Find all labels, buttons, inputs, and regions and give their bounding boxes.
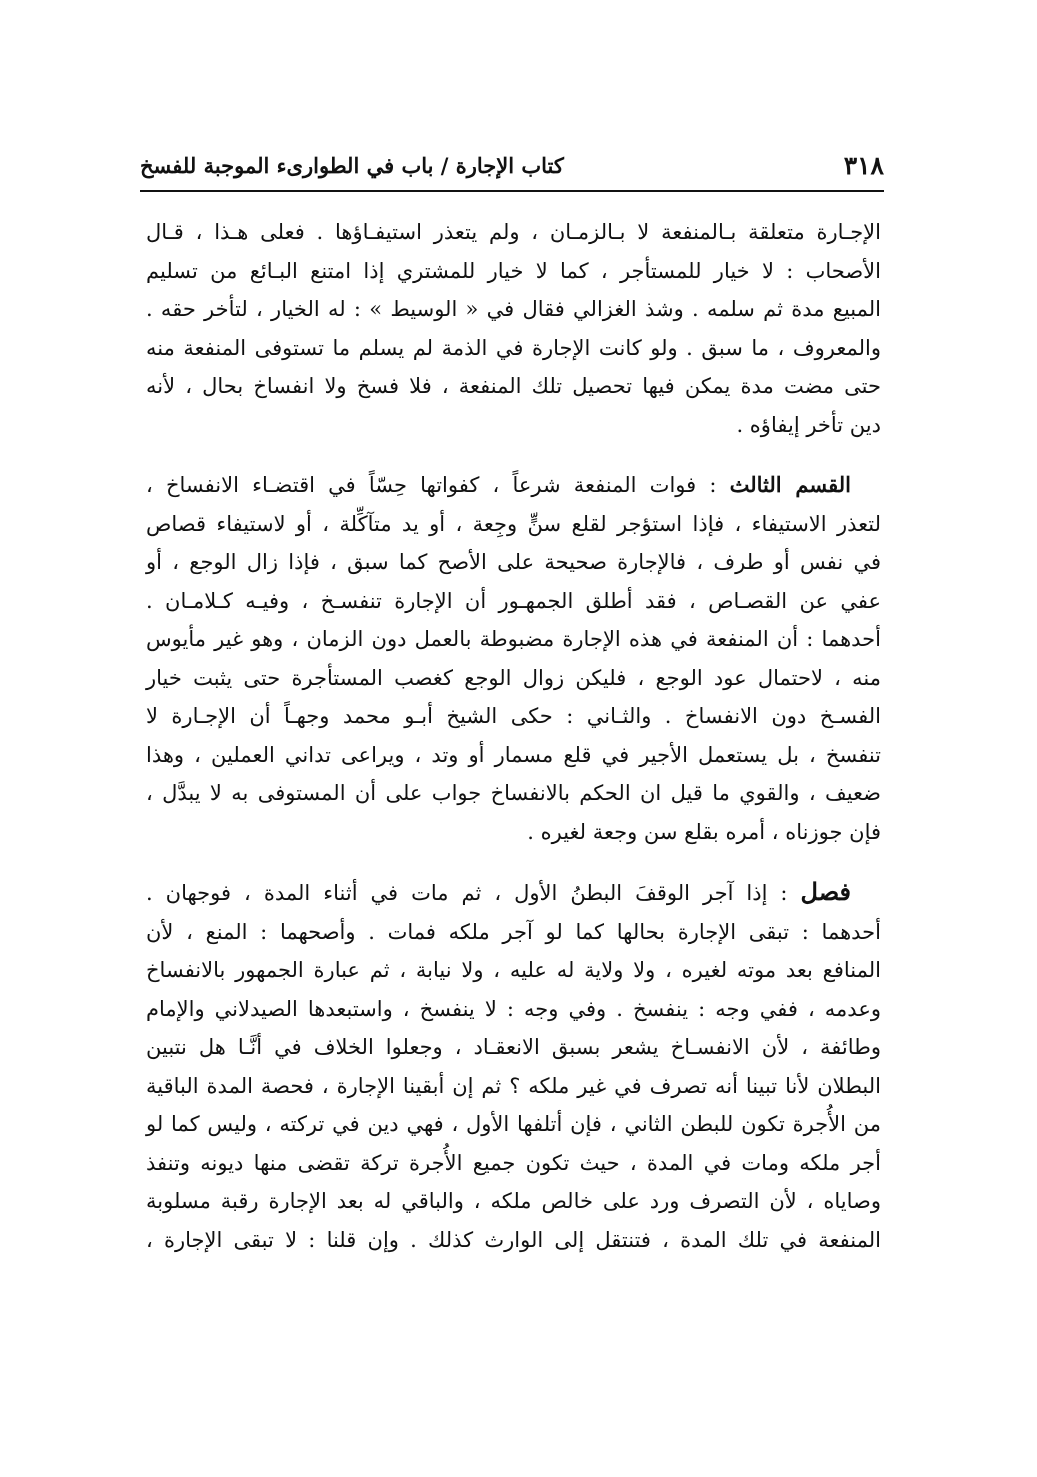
text-line: المنفعة في تلك المدة ، فتنتقل إلى الوارث كذلك . وإن قلنا : لا تبقى الإجارة ، [146, 1227, 881, 1252]
section-heading: القسم الثالث [729, 472, 851, 497]
text-line: ضعيف ، والقوي ما قيل ان الحكم بالانفساخ جواب على أن المستوفى به لا يبدَّل ، [146, 781, 881, 805]
text-line: أجر ملكه ومات في المدة ، حيث تكون جميع الأُجرة تركة تقضى منها ديونه وتنفذ [146, 1150, 881, 1175]
paragraph-1 [146, 213, 881, 444]
header-rule [140, 190, 884, 192]
text-line: دين تأخر إيفاؤه . [736, 412, 881, 437]
text-line-rest: : إذا آجر الوقفَ البطنُ الأول ، ثم مات في أثناء المدة ، فوجهان . [146, 881, 788, 905]
fasl-heading: فصل [800, 877, 851, 906]
text-line: وصاياه ، لأن التصرف ورد على خالص ملكه ، والباقي له بعد الإجارة رقبة مسلوبة [146, 1189, 881, 1213]
text-line: عفي عن القصـاص ، فقد أطلق الجمهـور أن الإجارة تنفسـخ ، وفيـه كـلامـان . [146, 588, 881, 613]
text-line [146, 873, 881, 913]
text-line: تنفسخ ، بل يستعمل الأجير في قلع مسمار أو وتد ، ويراعى تداني العملين ، وهذا [146, 742, 881, 767]
text-line: منه ، لاحتمال عود الوجع ، فليكن زوال الوجع كغصب المستأجرة حتى يثبت خيار [146, 665, 881, 690]
running-title: كتاب الإجارة / باب في الطوارىء الموجبة للفسخ [140, 152, 564, 178]
text-line [146, 466, 881, 505]
page-number: ٣١٨ [843, 150, 884, 180]
running-header [140, 142, 884, 188]
text-line: المنافع بعد موته لغيره ، ولا ولاية له عليه ، ولا نيابة ، ثم عبارة الجمهور بالانفساخ [146, 958, 881, 982]
text-line: لتعذر الاستيفاء ، فإذا استؤجر لقلع سنٍّ وجِعة ، أو يد متآكِّلة ، أو لاستيفاء قصاص [146, 511, 881, 536]
text-line: أحدهما : تبقى الإجارة بحالها كما لو آجر ملكه فمات . وأصحهما : المنع ، لأن [146, 919, 881, 944]
paragraph-2 [146, 466, 881, 851]
text-line-rest: : فوات المنفعة شرعاً ، كفواتها حِسّاً في اقتضـاء الانفساخ ، [146, 473, 717, 497]
text-line: والمعروف ، ما سبق . ولو كانت الإجارة في الذمة لم يسلم ما تستوفى المنفعة منه [146, 335, 881, 360]
paragraph-gap [146, 851, 881, 873]
text-line: أحدهما : أن المنفعة في هذه الإجارة مضبوطة بالعمل دون الزمان ، وهو غير مأيوس [146, 627, 881, 651]
text-line: الأصحاب : لا خيار للمستأجر ، كما لا خيار للمشتري إذا امتنع البـائع من تسليم [146, 258, 881, 283]
text-line: المبيع مدة ثم سلمه . وشذ الغزالي فقال في « الوسيط » : له الخيار ، لتأخر حقه . [146, 297, 881, 321]
text-line: وطائفة ، لأن الانفسـاخ يشعر بسبق الانعقـاد ، وجعلوا الخلاف في أنَّـا هل نتبين [146, 1035, 881, 1059]
text-line: فإن جوزناه ، أمره بقلع سن وجعة لغيره . [527, 819, 881, 844]
text-line: وعدمه ، ففي وجه : ينفسخ . وفي وجه : لا ينفسخ ، واستبعدها الصيدلاني والإمام [146, 996, 881, 1021]
paragraph-3 [146, 873, 881, 1259]
text-line: من الأُجرة تكون للبطن الثاني ، فإن أتلفها الأول ، فهي دين في تركته ، وليس كما لو [146, 1112, 881, 1136]
text-line: في نفس أو طرف ، فالإجارة صحيحة على الأصح كما سبق ، فإذا زال الوجع ، أو [146, 550, 881, 574]
text-line: الإجـارة متعلقة بـالمنفعة لا بـالزمـان ، ولم يتعذر استيفـاؤها . فعلى هـذا ، قـال [146, 220, 881, 244]
page-body [146, 213, 881, 1259]
paragraph-gap [146, 444, 881, 466]
text-line: البطلان لأنا تبينا أنه تصرف في غير ملكه ؟ ثم إن أبقينا الإجارة ، فحصة المدة الباقية [146, 1073, 881, 1098]
text-line: الفسـخ دون الانفساخ . والثـاني : حكى الشيخ أبـو محمد وجهـاً أن الإجـارة لا [146, 704, 881, 728]
text-line: حتى مضت مدة يمكن فيها تحصيل تلك المنفعة ، فلا فسخ ولا انفساخ بحال ، لأنه [146, 374, 881, 398]
